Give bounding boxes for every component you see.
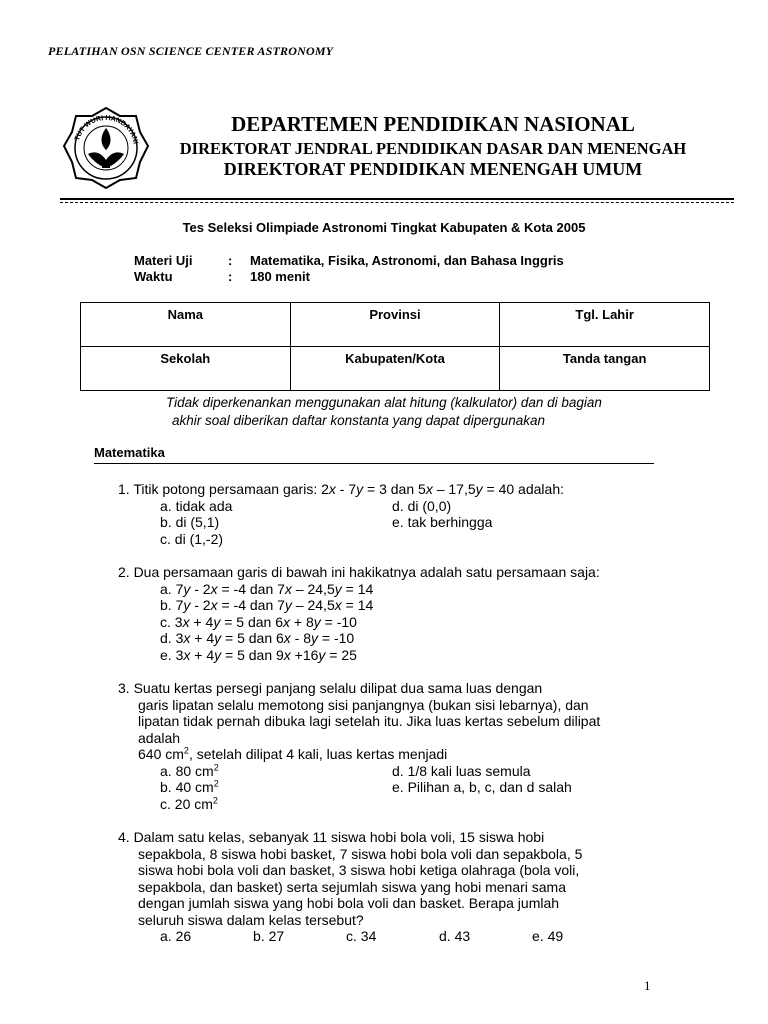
- option-e[interactable]: e. 49: [532, 928, 564, 944]
- option-e[interactable]: e. tak berhingga: [392, 514, 493, 530]
- field-kabupaten-kota[interactable]: Kabupaten/Kota: [290, 347, 500, 391]
- option-a[interactable]: a. 80 $cm^2$: [160, 761, 219, 779]
- question-3-line-5: 640 $cm^2$, setelah dilipat 4 kali, luas kertas menjadi: [138, 745, 448, 762]
- option-e[interactable]: e. Pilihan a, b, c, dan d salah: [392, 779, 572, 795]
- meta-waktu: [134, 269, 310, 284]
- meta-colon: :: [228, 269, 233, 284]
- option-a[interactable]: a. 26: [160, 928, 192, 944]
- question-2: [118, 564, 600, 663]
- field-tanda-tangan[interactable]: Tanda tangan: [500, 347, 710, 391]
- question-4-line-1: 4. Dalam satu kelas, sebanyak 11 siswa hobi bola voli, 15 siswa hobi: [118, 829, 545, 845]
- meta-waktu-label: Waktu: [134, 269, 173, 284]
- meta-colon: :: [228, 253, 233, 268]
- tut-wuri-handayani-logo: [62, 104, 150, 192]
- question-2-stem: 2. Dua persamaan garis di bawah ini hakikatnya adalah satu persamaan saja:: [118, 564, 600, 580]
- option-b[interactable]: b. di (5,1): [160, 514, 220, 530]
- option-c[interactable]: c. 34: [346, 928, 377, 944]
- directorate-general: DIREKTORAT JENDRAL PENDIDIKAN DASAR DAN MENENGAH: [179, 139, 687, 158]
- question-4-line-4: sepakbola, dan basket) serta sejumlah siswa yang hobi menari sama: [138, 878, 567, 895]
- identity-table: [80, 302, 710, 391]
- warning-line-1: Tidak diperkenankan menggunakan alat hitung (kalkulator) dan di bagian: [166, 395, 602, 410]
- question-4-line-6: seluruh siswa dalam kelas tersebut?: [138, 911, 364, 928]
- question-4-line-5: dengan jumlah siswa yang hobi bola voli dan basket. Berapa jumlah: [138, 895, 560, 911]
- field-nama[interactable]: Nama: [81, 303, 291, 347]
- header-divider: [60, 198, 734, 200]
- option-d[interactable]: d. 43: [439, 928, 471, 944]
- header-note: PELATIHAN OSN SCIENCE CENTER ASTRONOMY: [48, 44, 334, 58]
- question-4: [118, 829, 625, 945]
- exam-title: Tes Seleksi Olimpiade Astronomi Tingkat Kabupaten & Kota 2005: [182, 220, 586, 235]
- question-4-options: [118, 928, 625, 945]
- section-title: Matematika: [94, 445, 165, 460]
- option-b[interactable]: b. 7y - 2x = -4 dan 7y – 24,5x = 14: [160, 597, 374, 613]
- option-e[interactable]: e. 3x + 4y = 5 dan 9x +16y = 25: [160, 646, 357, 663]
- question-4-line-2: sepakbola, 8 siswa hobi basket, 7 siswa hobi bola voli dan sepakbola, 5: [138, 845, 583, 862]
- page-number: 1: [644, 978, 651, 993]
- svg-text:TUT WURI HANDAYANI: TUT WURI HANDAYANI: [74, 114, 139, 145]
- question-4-line-3: siswa hobi bola voli dan basket, 3 siswa hobi ketiga olahraga (bola voli,: [138, 862, 580, 878]
- question-1-stem: 1. Titik potong persamaan garis: 2x - 7y = 3 dan 5x – 17,5y = 40 adalah:: [118, 481, 564, 497]
- field-tgl-lahir[interactable]: Tgl. Lahir: [500, 303, 710, 347]
- option-b[interactable]: b. 27: [253, 928, 285, 944]
- meta-waktu-value: 180 menit: [250, 269, 310, 284]
- question-3-line-4: adalah: [138, 729, 181, 746]
- question-3-line-3: lipatan tidak pernah dibuka lagi setelah itu. Jika luas kertas sebelum dilipat: [138, 713, 601, 729]
- directorate: DIREKTORAT PENDIDIKAN MENENGAH UMUM: [223, 159, 643, 179]
- option-c[interactable]: c. 3x + 4y = 5 dan 6x + 8y = -10: [160, 613, 357, 630]
- header-divider-dashed: [60, 202, 734, 203]
- field-provinsi[interactable]: Provinsi: [290, 303, 500, 347]
- question-3-line-1: 3. Suatu kertas persegi panjang selalu dilipat dua sama luas dengan: [118, 680, 543, 696]
- meta-materi: [134, 253, 564, 268]
- option-d[interactable]: d. 3x + 4y = 5 dan 6x - 8y = -10: [160, 630, 355, 646]
- department-title: DEPARTEMEN PENDIDIKAN NASIONAL: [231, 112, 635, 136]
- warning-line-2: akhir soal diberikan daftar konstanta yang dapat dipergunakan: [172, 413, 546, 428]
- option-a[interactable]: a. tidak ada: [160, 497, 233, 514]
- option-c[interactable]: c. di (1,-2): [160, 530, 224, 547]
- meta-materi-value: Matematika, Fisika, Astronomi, dan Bahasa Inggris: [250, 253, 564, 268]
- option-d[interactable]: d. 1/8 kali luas semula: [392, 762, 531, 779]
- calculator-warning: [166, 394, 686, 430]
- section-underline: [94, 463, 654, 464]
- option-b[interactable]: b. 40 $cm^2$: [160, 778, 219, 795]
- question-1: [118, 481, 564, 547]
- question-3: [118, 680, 654, 812]
- meta-materi-label: Materi Uji: [134, 253, 193, 268]
- field-sekolah[interactable]: Sekolah: [81, 347, 291, 391]
- option-a[interactable]: a. 7y - 2x = -4 dan 7x – 24,5y = 14: [160, 580, 374, 597]
- option-c[interactable]: c. 20 $cm^2$: [160, 794, 218, 812]
- question-3-line-2: garis lipatan selalu memotong sisi panjangnya (bukan sisi lebarnya), dan: [138, 696, 589, 713]
- option-d[interactable]: d. di (0,0): [392, 497, 452, 514]
